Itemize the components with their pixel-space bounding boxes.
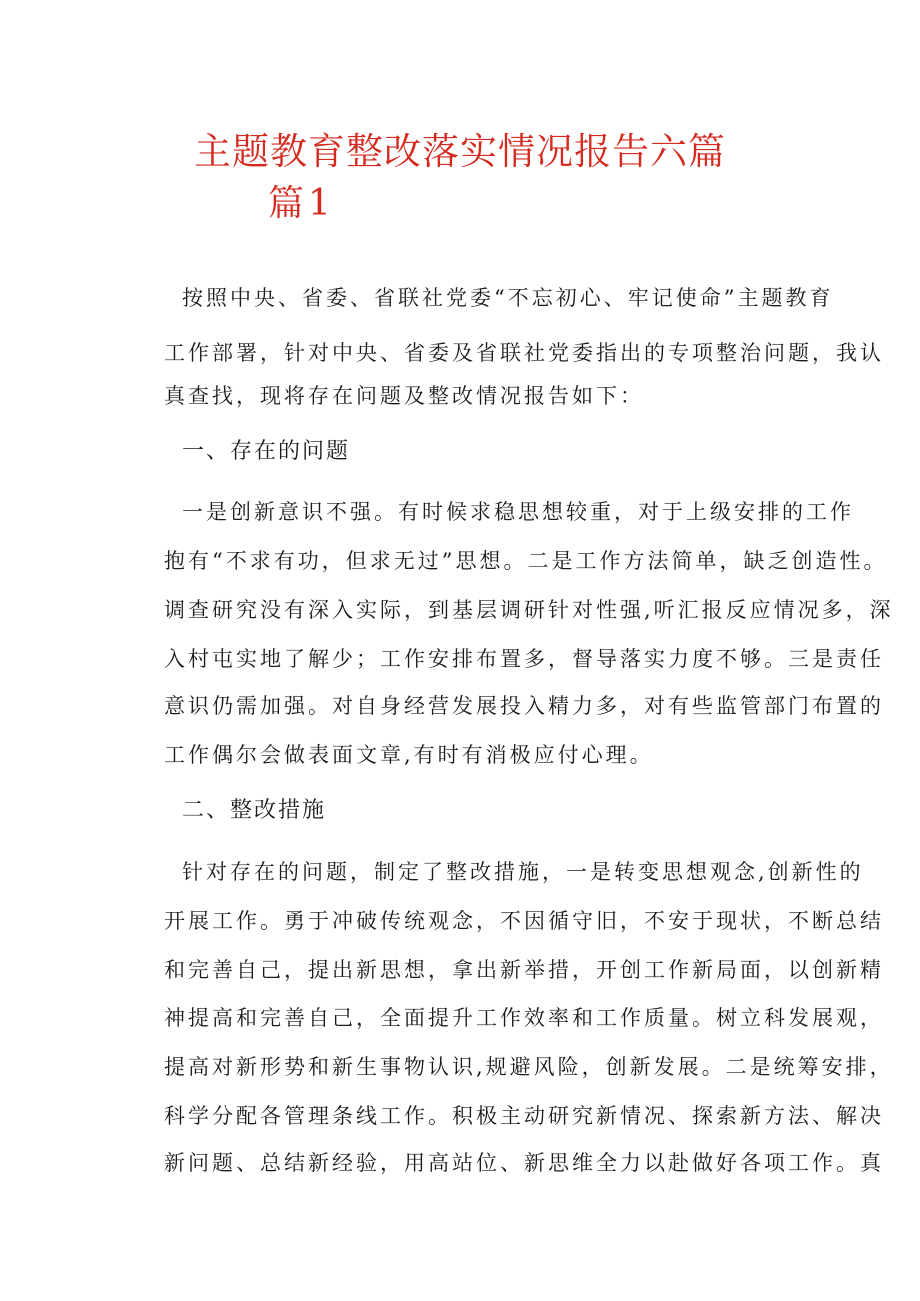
intro-line: 按照中央、省委、省联社党委“不忘初心、牢记使命”主题教育 <box>182 286 834 310</box>
document-title: 主题教育整改落实情况报告六篇 <box>194 130 726 173</box>
intro-line: 工作部署，针对中央、省委及省联社党委指出的专项整治问题，我认 <box>164 341 884 365</box>
paragraph-line: 一是创新意识不强。有时候求稳思想较重，对于上级安排的工作 <box>182 500 854 524</box>
section-heading-measures: 二、整改措施 <box>182 798 327 823</box>
paragraph-line: 工作偶尔会做表面文章,有时有消极应付心理。 <box>164 743 654 767</box>
paragraph-line: 开展工作。勇于冲破传统观念，不因循守旧，不安于现状，不断总结 <box>164 909 884 933</box>
paragraph-line: 科学分配各管理条线工作。积极主动研究新情况、探索新方法、解决 <box>164 1104 884 1128</box>
intro-line: 真查找，现将存在问题及整改情况报告如下： <box>164 384 644 408</box>
paragraph-line: 神提高和完善自己，全面提升工作效率和工作质量。树立科发展观， <box>164 1006 884 1030</box>
paragraph-line: 调查研究没有深入实际，到基层调研针对性强,听汇报反应情况多，深 <box>164 598 894 622</box>
document-subtitle: 篇1 <box>268 183 335 224</box>
paragraph-line: 抱有“不求有功，但求无过”思想。二是工作方法简单，缺乏创造性。 <box>164 549 888 573</box>
paragraph-line: 新问题、总结新经验，用高站位、新思维全力以赴做好各项工作。真 <box>164 1151 884 1175</box>
paragraph-line: 和完善自己，提出新思想，拿出新举措，开创工作新局面，以创新精 <box>164 958 884 982</box>
paragraph-line: 入村屯实地了解少；工作安排布置多，督导落实力度不够。三是责任 <box>164 647 884 671</box>
section-heading-problems: 一、存在的问题 <box>182 439 351 464</box>
paragraph-line: 提高对新形势和新生事物认识,规避风险，创新发展。二是统筹安排， <box>164 1055 894 1079</box>
paragraph-line: 针对存在的问题，制定了整改措施，一是转变思想观念,创新性的 <box>182 860 864 884</box>
paragraph-line: 意识仍需加强。对自身经营发展投入精力多，对有些监管部门布置的 <box>164 694 884 718</box>
